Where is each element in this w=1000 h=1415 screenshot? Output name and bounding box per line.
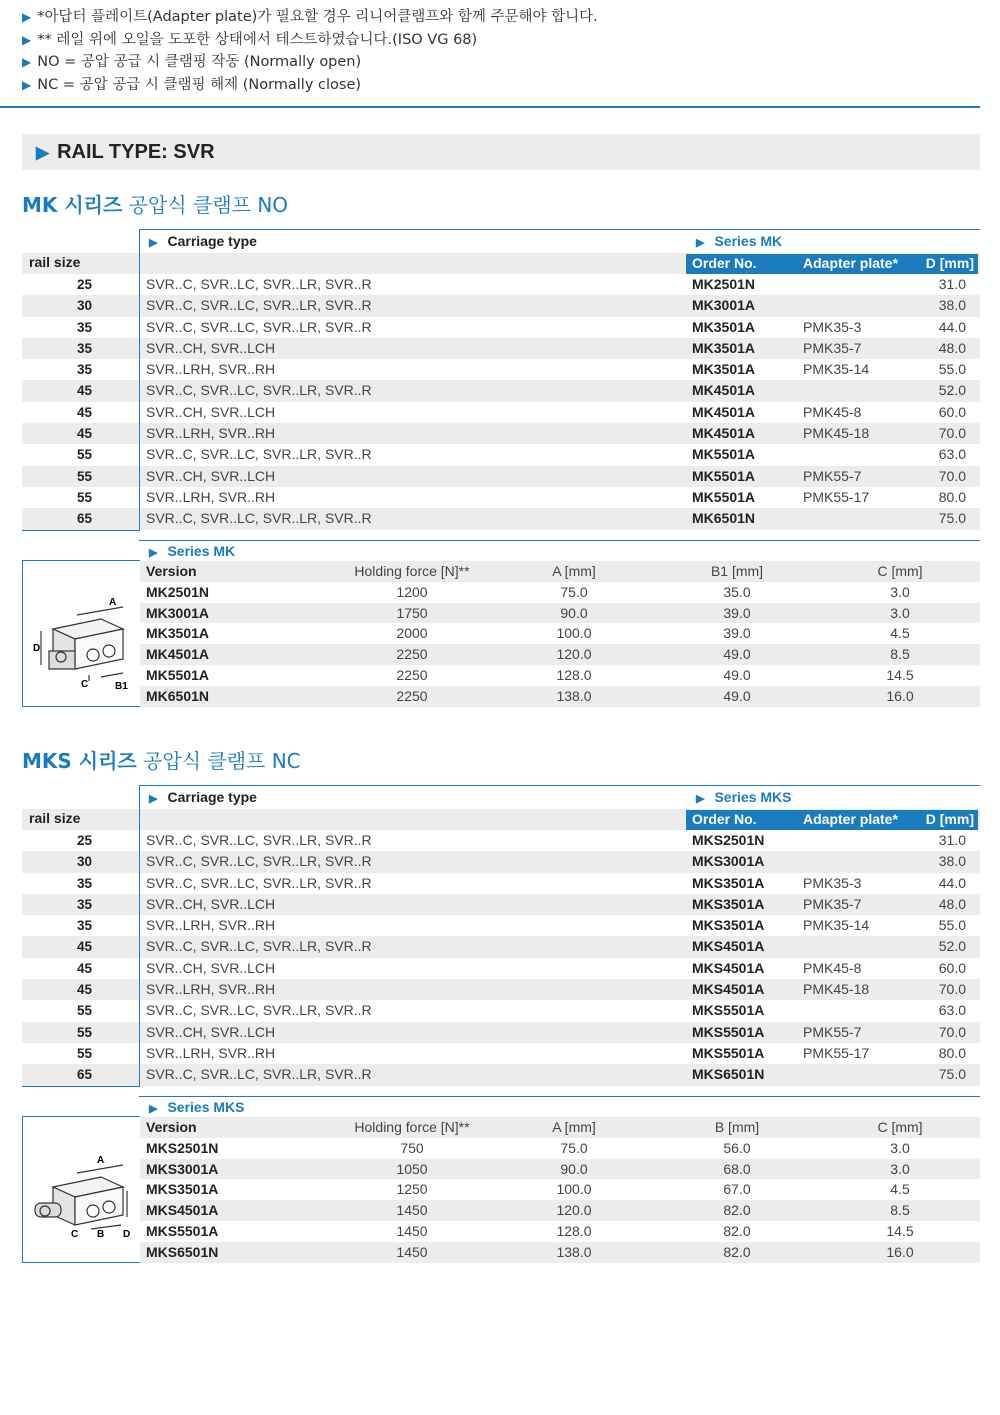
dim-a-label: A — [109, 597, 117, 608]
adapter-plate-cell: PMK45-18 — [803, 425, 870, 442]
order-no-header: Order No. — [692, 255, 757, 271]
table-row — [22, 1043, 980, 1064]
holding-force-cell: 750 — [400, 1139, 424, 1156]
spec-header-row — [22, 1117, 980, 1138]
d-mm-header: D [mm] — [925, 811, 974, 827]
holding-force-cell: 2000 — [396, 625, 428, 642]
adapter-plate-cell: PMK55-17 — [803, 488, 870, 505]
carriage-type-cell: SVR..C, SVR..LC, SVR..LR, SVR..R — [146, 382, 372, 399]
order-no-cell: MK3501A — [692, 318, 756, 335]
rail-size-cell: 35 — [76, 362, 92, 378]
dim-d-label: D — [33, 643, 41, 654]
adapter-plate-cell: PMK45-18 — [803, 981, 870, 998]
rail-size-cell: 35 — [76, 319, 92, 335]
version-cell: MK6501N — [146, 687, 210, 704]
rail-size-cell: 55 — [76, 447, 92, 463]
spec-row — [22, 1179, 980, 1200]
column-headers — [22, 253, 980, 274]
note-item: ▶ NC = 공압 공급 시 클램핑 해제 (Normally close) — [22, 76, 362, 93]
order-no-cell: MKS5501A — [692, 1002, 765, 1019]
table-bottom-line — [22, 1086, 140, 1087]
carriage-type-cell: SVR..CH, SVR..LCH — [146, 959, 276, 976]
d-mm-cell: 60.0 — [938, 403, 966, 420]
holding-force-cell: 1750 — [396, 604, 428, 621]
spec-series-text: Series MKS — [167, 1099, 245, 1115]
d-mm-cell: 70.0 — [938, 981, 966, 998]
carriage-type-cell: SVR..CH, SVR..LCH — [146, 1023, 276, 1040]
d-mm-cell: 70.0 — [938, 467, 966, 484]
order-no-cell: MKS3501A — [692, 895, 765, 912]
carriage-type-cell: SVR..C, SVR..LC, SVR..LR, SVR..R — [146, 276, 372, 292]
spec-row — [22, 603, 980, 624]
d-mm-cell: 31.0 — [938, 276, 966, 292]
series-label-text: Series MKS — [714, 789, 792, 805]
a-mm-cell: 90.0 — [560, 1160, 588, 1177]
table-bottom-line — [22, 530, 140, 531]
holding-force-cell: 1450 — [396, 1222, 428, 1239]
version-cell: MKS2501N — [146, 1139, 219, 1156]
order-no-cell: MKS6501N — [692, 1066, 765, 1083]
carriage-type-cell: SVR..LRH, SVR..RH — [146, 917, 276, 934]
table-row — [22, 380, 980, 401]
c-mm-cell: 3.0 — [890, 1139, 910, 1156]
d-mm-cell: 55.0 — [938, 917, 966, 934]
section-title-bold: MK 시리즈 — [22, 193, 123, 217]
carriage-type-cell: SVR..CH, SVR..LCH — [146, 467, 276, 484]
d-mm-cell: 48.0 — [938, 339, 966, 356]
header-top-line — [139, 785, 980, 810]
order-no-cell: MK5501A — [692, 446, 756, 463]
dim-d-label: D — [123, 1229, 131, 1240]
clamp-diagram — [22, 560, 140, 707]
triangle-icon: ▶ — [696, 237, 705, 249]
a-mm-cell: 75.0 — [560, 1139, 588, 1156]
table-row — [22, 508, 980, 529]
carriage-type-cell: SVR..LRH, SVR..RH — [146, 361, 276, 378]
a-mm-cell: 128.0 — [556, 666, 592, 683]
order-no-cell: MKS3501A — [692, 917, 765, 934]
triangle-icon: ▶ — [149, 547, 158, 559]
holding-force-cell: 1450 — [396, 1202, 428, 1219]
d-mm-cell: 70.0 — [938, 425, 966, 442]
a-mm-cell: 75.0 — [560, 583, 588, 600]
version-cell: MK3501A — [146, 625, 210, 642]
table-row — [22, 979, 980, 1000]
carriage-type-cell: SVR..C, SVR..LC, SVR..LR, SVR..R — [146, 318, 372, 335]
version-cell: MK4501A — [146, 646, 210, 663]
spec-row — [22, 644, 980, 665]
order-no-cell: MKS3501A — [692, 874, 765, 891]
order-no-cell: MK3001A — [692, 297, 756, 314]
d-mm-cell: 52.0 — [938, 938, 966, 955]
rail-size-cell: 30 — [76, 298, 92, 314]
table-row — [22, 1000, 980, 1021]
series-label — [696, 789, 792, 805]
note-item: ▶ *아답터 플레이트(Adapter plate)가 필요할 경우 리니어클램프와 함께 주문해야 합니다. — [22, 9, 598, 25]
version-header: Version — [146, 563, 197, 579]
version-cell: MK2501N — [146, 583, 210, 600]
holding-force-cell: 1450 — [396, 1243, 428, 1260]
a-mm-cell: 100.0 — [556, 1181, 592, 1198]
b-mm-cell: 39.0 — [723, 625, 751, 642]
rail-size-cell: 45 — [76, 939, 92, 955]
order-no-cell: MK3501A — [692, 361, 756, 378]
carriage-type-text: Carriage type — [167, 233, 257, 249]
rail-size-cell: 65 — [76, 511, 92, 527]
order-no-cell: MKS3001A — [692, 853, 765, 870]
adapter-plate-cell: PMK55-17 — [803, 1044, 870, 1061]
triangle-icon: ▶ — [36, 143, 50, 162]
series-label — [696, 233, 782, 249]
spec-row — [22, 686, 980, 707]
table-row — [22, 894, 980, 915]
rail-size-cell: 25 — [76, 833, 92, 848]
c-mm-cell: 3.0 — [890, 604, 910, 621]
order-no-cell: MK3501A — [692, 339, 756, 356]
spec-row — [22, 1138, 980, 1159]
rail-size-header: rail size — [29, 254, 81, 270]
clamp-diagram — [22, 1116, 140, 1263]
c-mm-cell: 16.0 — [886, 687, 914, 704]
version-header: Version — [146, 1119, 197, 1135]
section-title-bold: MKS 시리즈 — [22, 749, 137, 773]
dim-c-label: C — [71, 1229, 79, 1240]
carriage-type-cell: SVR..C, SVR..LC, SVR..LR, SVR..R — [146, 853, 372, 870]
clamp-diagram-icon — [31, 1147, 131, 1247]
holding-force-cell: 1050 — [396, 1160, 428, 1177]
clamp-diagram-icon — [31, 591, 131, 691]
version-cell: MKS6501N — [146, 1243, 219, 1260]
spec-row — [22, 1242, 980, 1263]
adapter-plate-cell: PMK35-14 — [803, 361, 870, 378]
rail-size-cell: 55 — [76, 489, 92, 505]
rail-size-cell: 55 — [76, 1024, 92, 1040]
notes-list — [22, 6, 598, 96]
adapter-plate-cell: PMK45-8 — [803, 959, 862, 976]
rail-size-cell: 45 — [76, 960, 92, 976]
d-mm-cell: 52.0 — [938, 382, 966, 399]
d-mm-cell: 75.0 — [938, 510, 966, 527]
order-no-cell: MKS4501A — [692, 981, 765, 998]
carriage-type-cell: SVR..C, SVR..LC, SVR..LR, SVR..R — [146, 1066, 372, 1083]
triangle-icon: ▶ — [22, 55, 32, 69]
table-row — [22, 873, 980, 894]
carriage-type-cell: SVR..LRH, SVR..RH — [146, 1044, 276, 1061]
rail-size-cell: 35 — [76, 918, 92, 934]
triangle-icon: ▶ — [22, 77, 32, 92]
table-row — [22, 1022, 980, 1043]
d-mm-cell: 48.0 — [938, 895, 966, 912]
triangle-icon: ▶ — [22, 32, 32, 47]
triangle-icon: ▶ — [696, 793, 705, 805]
order-no-cell: MKS5501A — [692, 1023, 765, 1040]
section-title-rest: 공압식 클램프 NO — [122, 193, 289, 217]
version-cell: MK3001A — [146, 604, 210, 621]
adapter-plate-header: Adapter plate* — [803, 811, 898, 827]
order-table — [22, 785, 980, 1086]
table-row — [22, 359, 980, 380]
carriage-type-cell: SVR..CH, SVR..LCH — [146, 403, 276, 420]
table-left-line — [139, 785, 140, 1086]
version-cell: MKS4501A — [146, 1202, 219, 1219]
d-mm-cell: 38.0 — [938, 297, 966, 314]
b-mm-cell: 82.0 — [723, 1202, 751, 1219]
d-mm-cell: 80.0 — [938, 488, 966, 505]
section-title — [22, 189, 288, 218]
order-header-box — [686, 810, 978, 830]
adapter-plate-cell: PMK35-14 — [803, 917, 870, 934]
carriage-type-cell: SVR..C, SVR..LC, SVR..LR, SVR..R — [146, 1002, 372, 1019]
order-table-header — [22, 785, 980, 809]
carriage-type-label — [149, 233, 257, 249]
b-mm-cell: 56.0 — [723, 1139, 751, 1156]
a-mm-cell: 120.0 — [556, 646, 592, 663]
a-mm-cell: 138.0 — [556, 1243, 592, 1260]
b-mm-header: B1 [mm] — [710, 563, 764, 579]
d-mm-cell: 38.0 — [938, 853, 966, 870]
spec-series-text: Series MK — [167, 543, 236, 559]
order-table-header — [22, 229, 980, 253]
c-mm-cell: 4.5 — [890, 625, 910, 642]
order-no-cell: MK5501A — [692, 488, 756, 505]
holding-force-cell: 1250 — [396, 1181, 428, 1198]
rail-size-cell: 55 — [76, 1003, 92, 1019]
order-no-cell: MK6501N — [692, 510, 756, 527]
triangle-icon: ▶ — [22, 10, 32, 24]
adapter-plate-cell: PMK35-3 — [803, 318, 862, 335]
d-mm-cell: 60.0 — [938, 959, 966, 976]
adapter-plate-header: Adapter plate* — [803, 255, 898, 271]
adapter-plate-cell: PMK35-7 — [803, 895, 862, 912]
order-no-cell: MK4501A — [692, 382, 756, 399]
rail-size-cell: 45 — [76, 426, 92, 442]
table-row — [22, 466, 980, 487]
column-headers — [22, 809, 980, 830]
version-cell: MKS3501A — [146, 1181, 219, 1198]
table-row — [22, 936, 980, 957]
dim-b-label: B — [97, 1229, 105, 1240]
rail-size-cell: 35 — [76, 875, 92, 891]
b-mm-cell: 82.0 — [723, 1222, 751, 1239]
c-mm-cell: 3.0 — [890, 1160, 910, 1177]
spec-row — [22, 665, 980, 686]
holding-force-header: Holding force [N]** — [354, 563, 470, 579]
carriage-type-cell: SVR..LRH, SVR..RH — [146, 488, 276, 505]
spec-table — [22, 540, 980, 707]
order-no-header: Order No. — [692, 811, 757, 827]
rail-size-cell: 35 — [76, 340, 92, 356]
rail-size-cell: 35 — [76, 896, 92, 912]
table-row — [22, 830, 980, 851]
a-mm-cell: 100.0 — [556, 625, 592, 642]
b-mm-cell: 39.0 — [723, 604, 751, 621]
holding-force-cell: 2250 — [396, 666, 428, 683]
dim-b-label: B1 — [115, 681, 128, 691]
carriage-type-cell: SVR..C, SVR..LC, SVR..LR, SVR..R — [146, 938, 372, 955]
spec-series-label — [149, 543, 235, 559]
c-mm-cell: 16.0 — [886, 1243, 914, 1260]
table-row — [22, 851, 980, 872]
rail-size-cell: 30 — [76, 854, 92, 870]
b-mm-cell: 49.0 — [723, 646, 751, 663]
rail-size-cell: 55 — [76, 1045, 92, 1061]
carriage-type-cell: SVR..CH, SVR..LCH — [146, 339, 276, 356]
adapter-plate-cell: PMK35-3 — [803, 874, 862, 891]
order-no-cell: MKS5501A — [692, 1044, 765, 1061]
holding-force-cell: 2250 — [396, 687, 428, 704]
rail-size-header: rail size — [29, 810, 81, 826]
rail-type-title: RAIL TYPE: SVR — [57, 141, 215, 163]
a-mm-cell: 128.0 — [556, 1222, 592, 1239]
d-mm-cell: 70.0 — [938, 1023, 966, 1040]
triangle-icon: ▶ — [149, 237, 158, 249]
table-row — [22, 487, 980, 508]
d-mm-cell: 44.0 — [938, 874, 966, 891]
a-mm-cell: 90.0 — [560, 604, 588, 621]
order-no-cell: MKS2501N — [692, 832, 765, 848]
carriage-type-label — [149, 789, 257, 805]
c-mm-cell: 8.5 — [890, 646, 910, 663]
carriage-type-cell: SVR..C, SVR..LC, SVR..LR, SVR..R — [146, 832, 372, 848]
carriage-type-cell: SVR..C, SVR..LC, SVR..LR, SVR..R — [146, 297, 372, 314]
c-mm-cell: 4.5 — [890, 1181, 910, 1198]
table-row — [22, 423, 980, 444]
c-mm-cell: 8.5 — [890, 1202, 910, 1219]
d-mm-cell: 63.0 — [938, 1002, 966, 1019]
c-mm-cell: 14.5 — [886, 666, 914, 683]
triangle-icon: ▶ — [149, 1103, 158, 1115]
b-mm-cell: 68.0 — [723, 1160, 751, 1177]
table-row — [22, 317, 980, 338]
table-row — [22, 444, 980, 465]
d-mm-cell: 75.0 — [938, 1066, 966, 1083]
rail-size-cell: 45 — [76, 383, 92, 399]
d-mm-cell: 80.0 — [938, 1044, 966, 1061]
holding-force-header: Holding force [N]** — [354, 1119, 470, 1135]
spec-series-label — [149, 1099, 245, 1115]
note-item: ▶ NO = 공압 공급 시 클램핑 작동 (Normally open) — [22, 54, 362, 70]
rail-size-cell: 55 — [76, 468, 92, 484]
carriage-type-cell: SVR..C, SVR..LC, SVR..LR, SVR..R — [146, 446, 372, 463]
c-mm-cell: 14.5 — [886, 1222, 914, 1239]
rail-size-cell: 65 — [76, 1067, 92, 1083]
holding-force-cell: 2250 — [396, 646, 428, 663]
note-item: ▶ ** 레일 위에 오일을 도포한 상태에서 테스트하였습니다.(ISO VG 68) — [22, 31, 478, 48]
carriage-type-cell: SVR..C, SVR..LC, SVR..LR, SVR..R — [146, 510, 372, 527]
spec-row — [22, 623, 980, 644]
spec-header — [139, 1096, 980, 1117]
carriage-type-cell: SVR..LRH, SVR..RH — [146, 425, 276, 442]
table-row — [22, 1064, 980, 1085]
adapter-plate-cell: PMK55-7 — [803, 1023, 862, 1040]
section-title — [22, 745, 301, 774]
b-mm-cell: 35.0 — [723, 583, 751, 600]
d-mm-cell: 55.0 — [938, 361, 966, 378]
version-cell: MK5501A — [146, 666, 210, 683]
divider — [0, 106, 980, 108]
table-row — [22, 402, 980, 423]
section-title-rest: 공압식 클램프 NC — [136, 749, 301, 773]
rail-size-cell: 45 — [76, 982, 92, 998]
rail-size-cell: 25 — [76, 277, 92, 292]
dim-a-label: A — [97, 1155, 105, 1166]
a-mm-header: A [mm] — [552, 1119, 596, 1135]
adapter-plate-cell: PMK35-7 — [803, 339, 862, 356]
order-no-cell: MKS4501A — [692, 938, 765, 955]
version-cell: MKS3001A — [146, 1160, 219, 1177]
table-row — [22, 958, 980, 979]
holding-force-cell: 1200 — [396, 583, 428, 600]
d-mm-cell: 31.0 — [938, 832, 966, 848]
triangle-icon: ▶ — [149, 793, 158, 805]
dim-c-label: C — [81, 679, 89, 690]
carriage-type-cell: SVR..LRH, SVR..RH — [146, 981, 276, 998]
table-row — [22, 274, 980, 295]
carriage-type-cell: SVR..C, SVR..LC, SVR..LR, SVR..R — [146, 874, 372, 891]
order-table — [22, 229, 980, 530]
d-mm-cell: 63.0 — [938, 446, 966, 463]
a-mm-header: A [mm] — [552, 563, 596, 579]
adapter-plate-cell: PMK45-8 — [803, 403, 862, 420]
table-left-line — [139, 229, 140, 530]
order-no-cell: MKS4501A — [692, 959, 765, 976]
b-mm-cell: 49.0 — [723, 666, 751, 683]
rail-type-bar — [22, 134, 980, 170]
order-header-box — [686, 254, 978, 274]
c-mm-header: C [mm] — [877, 563, 923, 579]
carriage-type-text: Carriage type — [167, 789, 257, 805]
table-row — [22, 295, 980, 316]
spec-header-row — [22, 561, 980, 582]
spec-row — [22, 1221, 980, 1242]
c-mm-header: C [mm] — [877, 1119, 923, 1135]
series-label-text: Series MK — [714, 233, 783, 249]
c-mm-cell: 3.0 — [890, 583, 910, 600]
spec-row — [22, 1159, 980, 1180]
a-mm-cell: 120.0 — [556, 1202, 592, 1219]
version-cell: MKS5501A — [146, 1222, 219, 1239]
spec-row — [22, 1200, 980, 1221]
table-row — [22, 915, 980, 936]
b-mm-cell: 82.0 — [723, 1243, 751, 1260]
order-no-cell: MK5501A — [692, 467, 756, 484]
rail-size-cell: 45 — [76, 404, 92, 420]
order-no-cell: MK4501A — [692, 425, 756, 442]
order-no-cell: MK2501N — [692, 276, 756, 292]
d-mm-cell: 44.0 — [938, 318, 966, 335]
header-top-line — [139, 229, 980, 254]
spec-table — [22, 1096, 980, 1263]
order-no-cell: MK4501A — [692, 403, 756, 420]
a-mm-cell: 138.0 — [556, 687, 592, 704]
table-row — [22, 338, 980, 359]
b-mm-cell: 67.0 — [723, 1181, 751, 1198]
d-mm-header: D [mm] — [925, 255, 974, 271]
b-mm-cell: 49.0 — [723, 687, 751, 704]
b-mm-header: B [mm] — [714, 1119, 760, 1135]
adapter-plate-cell: PMK55-7 — [803, 467, 862, 484]
carriage-type-cell: SVR..CH, SVR..LCH — [146, 895, 276, 912]
spec-row — [22, 582, 980, 603]
spec-header — [139, 540, 980, 561]
